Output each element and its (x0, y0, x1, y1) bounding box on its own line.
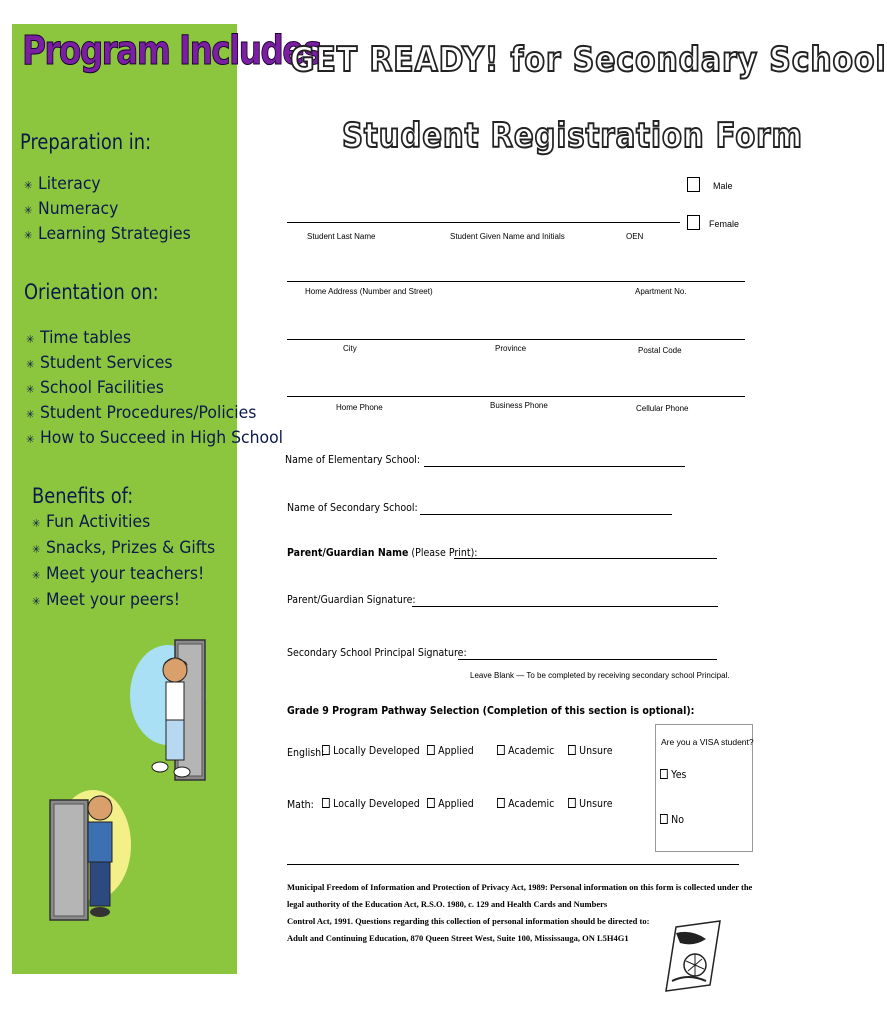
elementary-school-label: Name of Elementary School: (285, 453, 421, 466)
province-label: Province (495, 344, 527, 353)
apartment-label: Apartment No. (635, 287, 687, 296)
math-applied-option[interactable]: Applied (427, 797, 474, 810)
visa-no-option[interactable]: No (660, 813, 684, 826)
preparation-heading: Preparation in: (20, 130, 152, 154)
program-includes-title: Program Includes (22, 28, 321, 74)
home-address-label: Home Address (Number and Street) (305, 287, 433, 296)
english-unsure-option[interactable]: Unsure (568, 744, 613, 757)
divider (287, 864, 739, 865)
female-label: Female (709, 219, 740, 229)
secondary-school-field[interactable] (420, 514, 672, 515)
female-checkbox[interactable] (687, 215, 700, 230)
phone-line[interactable] (287, 396, 745, 397)
cellular-phone-label: Cellular Phone (636, 404, 689, 413)
parent-name-label: Parent/Guardian Name (Please Print): (287, 546, 478, 559)
list-item: ✳ Snacks, Prizes & Gifts (32, 538, 216, 558)
privacy-notice: Municipal Freedom of Information and Protection of Privacy Act, 1989: Personal information on this form is collected under the legal authority of the Education Act, R.S.O. 1980, c. 129 and Health Cards and Numbers Control Act, 1991. Questions regarding this collection of personal information should be directed to: Adult and Continuing Education, 870 Queen Street West, Suite 100, Mississauga, ON L5H4G1 (287, 882, 753, 943)
form-subtitle: Student Registration Form (342, 116, 803, 156)
list-item: ✳ How to Succeed in High School (26, 428, 284, 448)
postal-code-label: Postal Code (638, 346, 682, 355)
student-given-name-label: Student Given Name and Initials (450, 232, 565, 241)
english-label: English: (287, 746, 325, 759)
elementary-school-field[interactable] (424, 466, 685, 467)
male-label: Male (713, 181, 733, 191)
english-locally-developed-option[interactable]: Locally Developed (322, 744, 420, 757)
secondary-school-label: Name of Secondary School: (287, 501, 418, 514)
math-unsure-option[interactable]: Unsure (568, 797, 613, 810)
school-board-logo (662, 921, 724, 991)
city-line[interactable] (287, 339, 745, 340)
list-item: ✳ Meet your peers! (32, 590, 181, 610)
list-item: ✳ Fun Activities (32, 512, 151, 532)
list-item: ✳ Time tables (26, 328, 132, 348)
male-checkbox[interactable] (687, 177, 700, 192)
benefits-heading: Benefits of: (32, 484, 134, 508)
preparation-list (24, 174, 205, 249)
parent-signature-field[interactable] (412, 606, 718, 607)
city-label: City (343, 344, 357, 353)
math-locally-developed-option[interactable]: Locally Developed (322, 797, 420, 810)
visa-yes-option[interactable]: Yes (660, 768, 686, 781)
form-title: GET READY! for Secondary School (290, 40, 887, 80)
student-name-line[interactable] (287, 222, 680, 223)
list-item: ✳ Learning Strategies (24, 224, 191, 244)
list-item: ✳ School Facilities (26, 378, 164, 398)
english-applied-option[interactable]: Applied (427, 744, 474, 757)
pathway-heading: Grade 9 Program Pathway Selection (Completion of this section is optional): (287, 704, 695, 717)
principal-signature-label: Secondary School Principal Signature: (287, 646, 467, 659)
list-item: ✳ Literacy (24, 174, 101, 194)
list-item: ✳ Student Services (26, 353, 173, 373)
english-academic-option[interactable]: Academic (497, 744, 554, 757)
parent-name-field[interactable] (454, 558, 717, 559)
home-phone-label: Home Phone (336, 403, 383, 412)
business-phone-label: Business Phone (490, 401, 548, 410)
benefits-list (32, 512, 231, 616)
principal-signature-field[interactable] (458, 659, 717, 660)
parent-signature-label: Parent/Guardian Signature: (287, 593, 416, 606)
list-item: ✳ Meet your teachers! (32, 564, 205, 584)
list-item: ✳ Numeracy (24, 199, 119, 219)
boy-at-locker-illustration (48, 770, 128, 920)
math-academic-option[interactable]: Academic (497, 797, 554, 810)
visa-question: Are you a VISA student? (661, 737, 754, 747)
oen-label: OEN (626, 232, 644, 241)
student-at-locker-illustration (130, 630, 220, 790)
orientation-heading: Orientation on: (24, 280, 159, 304)
student-last-name-label: Student Last Name (307, 232, 376, 241)
address-line[interactable] (287, 281, 745, 282)
list-item: ✳ Student Procedures/Policies (26, 403, 257, 423)
math-label: Math: (287, 798, 314, 811)
leave-blank-note: Leave Blank — To be completed by receiving secondary school Principal. (470, 671, 730, 680)
orientation-list (26, 328, 305, 453)
